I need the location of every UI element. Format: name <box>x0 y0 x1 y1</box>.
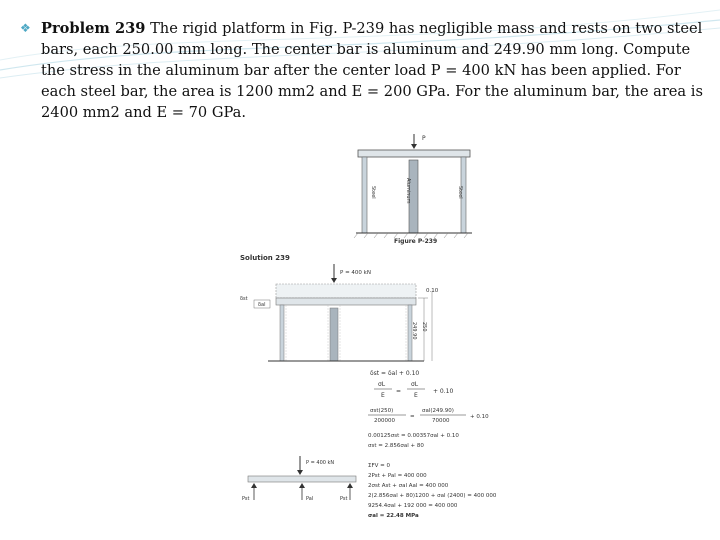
sol-eq3-plus: + 0.10 <box>470 414 489 420</box>
sol-eq1: δst = δal + 0.10 <box>370 370 420 377</box>
sol-eq3-num-right: σal(249.90) <box>422 408 454 414</box>
problem-text: The rigid platform in Fig. P-239 has negligible mass and rests on two steel bars, each 250.00 mm long. The center bar is aluminum and 249.90 mm long. Compute the stress in the aluminum bar after the center load P = 400 kN has been applied. For each steel bar, the area is 1200 mm2 and E = 200 GPa. For the aluminum bar, the area is 2400 mm2 and E = 70 GPa. <box>41 20 703 121</box>
sol-eq3-den-left: 200000 <box>374 418 395 424</box>
sol-eq3-num-left: σst(250) <box>370 408 394 414</box>
fig1-right-bar-label: Steel <box>457 186 463 199</box>
fig1-load-label: P <box>422 135 426 142</box>
solution-title: Solution 239 <box>240 254 290 262</box>
fig1-caption: Figure P-239 <box>394 238 438 245</box>
sol-s4: 2(2.856σal + 80)1200 + σal (2400) = 400 000 <box>368 493 497 499</box>
fbd-pst-left: Pst <box>242 496 250 502</box>
sol-dim-250: 250 <box>421 322 427 332</box>
sol-delta-al: δal <box>258 302 266 308</box>
svg-text:E: E <box>381 392 385 399</box>
fig1-left-bar-label: Steel <box>370 186 376 199</box>
sol-eq3-den-right: 70000 <box>432 418 450 424</box>
figure-p239 <box>352 130 482 246</box>
svg-text:σL: σL <box>411 381 419 388</box>
fig1-center-bar-label: Aluminum <box>405 178 411 204</box>
svg-text:σL: σL <box>378 381 386 388</box>
sol-eq5: σst = 2.856σal + 80 <box>368 443 424 449</box>
problem-statement <box>20 18 710 123</box>
problem-heading: Problem 239 <box>41 20 146 37</box>
sol-s2: 2Pst + Pal = 400 000 <box>368 473 427 479</box>
sol-eq4: 0.00125σst = 0.00357σal + 0.10 <box>368 433 459 439</box>
solution-239 <box>228 248 558 540</box>
sol-eq2 <box>374 381 453 399</box>
fbd-pst-right: Pst <box>340 496 348 502</box>
sol-gap-label: 0.10 <box>426 288 439 294</box>
bullet-icon: ❖ <box>20 21 31 35</box>
fbd-load-label: P = 400 kN <box>306 460 335 466</box>
svg-text:=: = <box>410 414 415 420</box>
sol-eq2-plus: + 0.10 <box>433 388 454 395</box>
sol-s3: 2σst Ast + σal Aal = 400 000 <box>368 483 449 489</box>
fbd-pal: Pal <box>306 496 314 502</box>
sol-delta-st: δst <box>240 296 248 302</box>
sol-s5: 9254.4σal + 192 000 = 400 000 <box>368 503 458 509</box>
svg-text:=: = <box>396 388 402 395</box>
sol-s6: σal = 22.48 MPa <box>368 513 419 519</box>
sol-load-label: P = 400 kN <box>340 270 371 276</box>
svg-text:E: E <box>414 392 418 399</box>
sol-dim-249: 249.90 <box>411 322 417 340</box>
sol-eq3 <box>368 408 489 424</box>
sol-s1: ΣFV = 0 <box>368 463 391 469</box>
